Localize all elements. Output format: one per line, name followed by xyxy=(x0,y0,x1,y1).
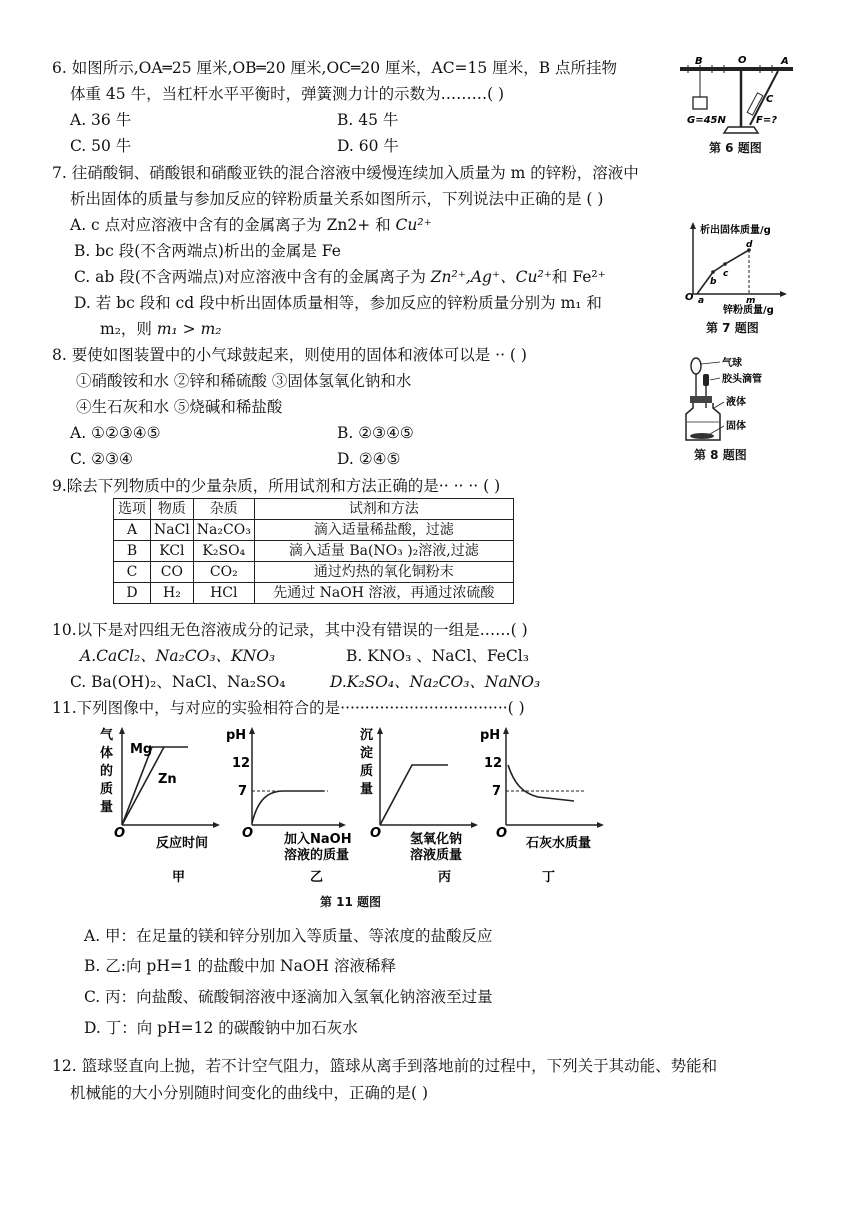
q7-fig-point-c: c xyxy=(723,269,729,279)
q9-table xyxy=(113,498,514,604)
q7-fig-origin: O xyxy=(685,292,694,303)
q7-stem-line2: 析出固体的质量与参加反应的锌粉质量关系如图所示，下列说法中正确的是 ( ) xyxy=(70,190,604,208)
q6-fig-label-f: F=? xyxy=(756,115,778,126)
q11-option-b: B. 乙:向 pH=1 的盐酸中加 NaOH 溶液稀释 xyxy=(84,957,396,975)
q11-bing-ylabel-3: 质 xyxy=(360,764,374,779)
q7-fig-point-m: m xyxy=(746,296,756,306)
q11-bing-xlabel-1: 氢氧化钠 xyxy=(410,832,463,847)
table-cell: A xyxy=(114,520,151,541)
q11-jia-ylabel-1: 气 xyxy=(100,728,114,743)
q7-option-d-expr: m₁ > m₂ xyxy=(156,320,222,338)
q6-figure-caption: 第 6 题图 xyxy=(709,141,762,155)
q10-option-b: B. KNO₃ 、NaCl、FeCl₃ xyxy=(346,647,529,665)
q11-option-c: C. 丙：向盐酸、硫酸铜溶液中逐滴加入氢氧化钠溶液至过量 xyxy=(84,988,493,1006)
q11-jia-origin: O xyxy=(114,826,126,841)
q11-ding-ylabel: pH xyxy=(480,728,501,743)
table-cell: NaCl xyxy=(151,520,194,541)
q11-yi-xlabel-2: 溶液的质量 xyxy=(284,848,350,863)
q7-stem-line1: 7. 往硝酸铜、硝酸银和硝酸亚铁的混合溶液中缓慢连续加入质量为 m 的锌粉，溶液中 xyxy=(52,164,639,182)
q7-option-b: B. bc 段(不含两端点)析出的金属是 Fe xyxy=(74,242,341,260)
q6-fig-label-o: O xyxy=(738,55,747,66)
q11-yi-name: 乙 xyxy=(310,870,324,885)
q7-figure-caption: 第 7 题图 xyxy=(706,321,759,335)
q11-bing-xlabel-2: 溶液质量 xyxy=(410,848,463,863)
q8-option-d: D. ②④⑤ xyxy=(337,450,401,468)
q8-stem: 8. 要使如图装置中的小气球鼓起来，则使用的固体和液体可以是 ·· ( ) xyxy=(52,346,527,364)
table-cell: HCl xyxy=(193,583,254,604)
q6-option-d: D. 60 牛 xyxy=(337,137,399,155)
table-cell: KCl xyxy=(151,541,194,562)
q11-jia-ylabel-3: 的 xyxy=(100,764,114,779)
q7-option-c-text: C. ab 段(不含两端点)对应溶液中含有的金属离子为 xyxy=(74,268,431,286)
table-cell: 先通过 NaOH 溶液，再通过浓硫酸 xyxy=(254,583,513,604)
q11-option-a: A. 甲：在足量的镁和锌分别加入等质量、等浓度的盐酸反应 xyxy=(84,927,493,945)
q11-yi-origin: O xyxy=(242,826,254,841)
q11-jia-series-zn: Zn xyxy=(158,772,177,787)
q12-stem-line2: 机械能的大小分别随时间变化的曲线中，正确的是( ) xyxy=(70,1084,429,1102)
q10-stem: 10.以下是对四组无色溶液成分的记录，其中没有错误的一组是……( ) xyxy=(52,621,528,639)
q7-fig-point-a: a xyxy=(698,296,705,306)
q11-jia-ylabel-2: 体 xyxy=(100,746,114,761)
q7-option-a xyxy=(70,215,432,235)
q11-figure-caption: 第 11 题图 xyxy=(320,895,382,909)
q7-option-a-ion: Cu²⁺ xyxy=(395,216,432,234)
table-cell: B xyxy=(114,541,151,562)
q11-ding-tick-12: 12 xyxy=(484,756,503,771)
q6-fig-label-g: G=45N xyxy=(687,115,726,126)
table-row xyxy=(114,562,514,583)
q7-option-d-text: m₂，则 xyxy=(100,320,157,338)
q12-stem-line1: 12. 篮球竖直向上抛，若不计空气阻力，篮球从离手到落地前的过程中，下列关于其动能、势能和 xyxy=(52,1057,718,1075)
table-cell: H₂ xyxy=(151,583,194,604)
table-cell: K₂SO₄ xyxy=(193,541,254,562)
q11-yi-tick-12: 12 xyxy=(232,756,251,771)
q8-figure-caption: 第 8 题图 xyxy=(694,448,747,462)
q11-jia-ylabel-4: 质 xyxy=(100,782,114,797)
q11-chart-ding xyxy=(478,725,618,885)
table-header-cell: 选项 xyxy=(114,499,151,520)
q11-chart-yi xyxy=(224,725,364,885)
q7-option-d-line2 xyxy=(100,319,222,339)
q6-stem-line1: 6. 如图所示,OA═25 厘米,OB═20 厘米,OC═20 厘米，AC=15 厘米，B 点所挂物 xyxy=(52,59,618,77)
q11-bing-ylabel-2: 淀 xyxy=(360,746,374,761)
table-header-cell: 试剂和方法 xyxy=(254,499,513,520)
table-cell: D xyxy=(114,583,151,604)
table-cell: 滴入适量 Ba(NO₃ )₂溶液,过滤 xyxy=(254,541,513,562)
table-cell: 通过灼热的氧化铜粉末 xyxy=(254,562,513,583)
q8-option-b: B. ②③④⑤ xyxy=(337,424,414,442)
table-cell: C xyxy=(114,562,151,583)
q7-graph-figure xyxy=(683,222,793,322)
table-row xyxy=(114,520,514,541)
q7-option-c-tail: 和 Fe²⁺ xyxy=(551,268,606,286)
q6-fig-label-b: B xyxy=(695,56,703,67)
q11-bing-name: 丙 xyxy=(438,870,452,885)
q7-fig-point-b: b xyxy=(710,277,717,287)
q11-ding-name: 丁 xyxy=(542,870,556,885)
q7-option-d-line1: D. 若 bc 段和 cd 段中析出固体质量相等，参加反应的锌粉质量分别为 m₁ 和 xyxy=(74,294,602,312)
q11-jia-series-mg: Mg xyxy=(130,742,153,757)
q11-option-d: D. 丁：向 pH=12 的碳酸钠中加石灰水 xyxy=(84,1019,358,1037)
q7-option-c xyxy=(74,267,606,287)
q8-fig-label-balloon: 气球 xyxy=(722,358,742,369)
q11-bing-ylabel-4: 量 xyxy=(360,782,374,797)
q10-option-a: A.CaCl₂、Na₂CO₃、KNO₃ xyxy=(80,647,276,665)
q11-ding-xlabel: 石灰水质量 xyxy=(526,836,592,851)
q6-option-c: C. 50 牛 xyxy=(70,137,132,155)
q7-fig-point-d: d xyxy=(746,240,753,250)
q11-chart-bing xyxy=(356,725,496,885)
q10-option-c: C. Ba(OH)₂、NaCl、Na₂SO₄ xyxy=(70,673,286,691)
table-header-cell: 物质 xyxy=(151,499,194,520)
q6-fig-label-c: C xyxy=(766,94,774,105)
q8-apparatus-figure xyxy=(680,356,790,446)
q11-ding-tick-7: 7 xyxy=(492,784,502,799)
q11-yi-tick-7: 7 xyxy=(238,784,248,799)
table-cell: CO₂ xyxy=(193,562,254,583)
q11-jia-ylabel-5: 量 xyxy=(100,800,114,815)
q10-option-d: D.K₂SO₄、Na₂CO₃、NaNO₃ xyxy=(330,673,541,691)
table-header-cell: 杂质 xyxy=(193,499,254,520)
q7-fig-xlabel: 锌粉质量/g xyxy=(723,305,774,316)
table-cell: 滴入适量稀盐酸，过滤 xyxy=(254,520,513,541)
q6-option-b: B. 45 牛 xyxy=(337,111,399,129)
q11-ding-origin: O xyxy=(496,826,508,841)
table-header-row xyxy=(114,499,514,520)
table-row xyxy=(114,541,514,562)
q6-stem-line2: 体重 45 牛，当杠杆水平平衡时，弹簧测力计的示数为………( ) xyxy=(70,85,505,103)
q6-fig-label-a: A xyxy=(781,56,789,67)
q8-items-line1: ①硝酸铵和水 ②锌和稀硫酸 ③固体氢氧化钠和水 xyxy=(76,372,412,390)
q11-bing-origin: O xyxy=(370,826,382,841)
q8-option-c: C. ②③④ xyxy=(70,450,133,468)
q9-stem: 9.除去下列物质中的少量杂质，所用试剂和方法正确的是·· ·· ·· ( ) xyxy=(52,477,501,495)
q11-jia-xlabel: 反应时间 xyxy=(156,836,209,851)
q7-option-c-ions: Zn²⁺,Ag⁺、Cu²⁺ xyxy=(430,268,552,286)
q8-option-a: A. ①②③④⑤ xyxy=(70,424,161,442)
q8-items-line2: ④生石灰和水 ⑤烧碱和稀盐酸 xyxy=(76,398,283,416)
q11-stem: 11.下列图像中，与对应的实验相符合的是··································( ) xyxy=(52,699,525,717)
q8-fig-label-solid: 固体 xyxy=(726,421,746,432)
q11-jia-name: 甲 xyxy=(172,870,186,885)
q11-yi-ylabel: pH xyxy=(226,728,247,743)
q6-option-a: A. 36 牛 xyxy=(70,111,132,129)
table-cell: CO xyxy=(151,562,194,583)
q6-lever-figure xyxy=(678,55,803,145)
q11-chart-jia xyxy=(100,725,230,885)
q11-yi-xlabel-1: 加入NaOH xyxy=(284,832,352,847)
q8-fig-label-dropper: 胶头滴管 xyxy=(722,374,762,385)
q7-option-a-text: A. c 点对应溶液中含有的金属离子为 Zn2+ 和 xyxy=(70,216,396,234)
table-row xyxy=(114,583,514,604)
q8-fig-label-liquid: 液体 xyxy=(726,397,746,408)
q7-fig-ylabel: 析出固体质量/g xyxy=(700,225,771,236)
q11-bing-ylabel-1: 沉 xyxy=(360,728,374,743)
table-cell: Na₂CO₃ xyxy=(193,520,254,541)
